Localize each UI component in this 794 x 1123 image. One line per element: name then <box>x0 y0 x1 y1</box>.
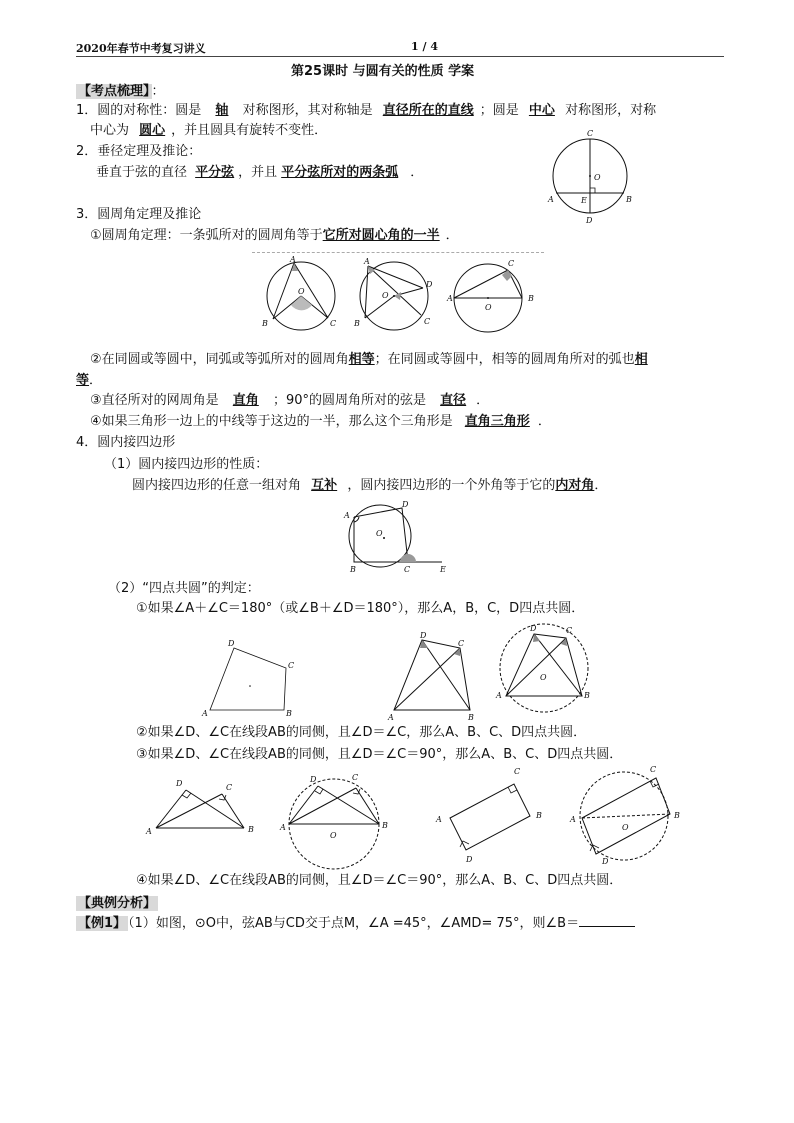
label-b: B <box>584 691 590 700</box>
label-d: D <box>228 639 235 648</box>
item2-body <box>96 164 423 182</box>
text: 对称图形，对称 <box>565 103 657 118</box>
figure-inscribed-angle-3 <box>448 254 544 336</box>
label-d: D <box>426 280 433 289</box>
answer-right-triangle: 直角三角形 <box>464 414 530 429</box>
label-c: C <box>330 319 337 328</box>
label-c: C <box>424 317 431 326</box>
label-b: B <box>262 319 268 328</box>
label-c: C <box>587 129 594 138</box>
item2-head: 2．垂径定理及推论： <box>76 144 202 159</box>
text: 1．圆的对称性：圆是 <box>76 103 202 118</box>
text: ③直径所对的网周角是 <box>90 393 219 408</box>
text: ，圆内接四边形的一个外角等于它的 <box>347 478 556 493</box>
text: ，并且 <box>238 165 278 180</box>
label-o: O <box>485 303 492 312</box>
item4-sub2: （2）“四点共圆”的判定： <box>108 581 260 596</box>
item1-line1 <box>76 102 656 120</box>
label-a: A <box>496 691 502 700</box>
item4-criterion4: ④如果∠D、∠C在线段AB的同侧，且∠D＝∠C＝90°，那么A、B、C、D四点共圆． <box>136 873 623 888</box>
label-d: D <box>602 857 609 866</box>
label-d: D <box>466 855 473 864</box>
text: ，并且圆具有旋转不变性． <box>171 123 328 138</box>
text: ①圆周角定理：一条弧所对的圆周角等于 <box>90 228 323 243</box>
answer-interior-opposite-angle: 内对角 <box>555 478 595 493</box>
item4-criterion2: ②如果∠D、∠C在线段AB的同侧，且∠D＝∠C，那么A、B、C、D四点共圆． <box>136 725 587 740</box>
text: ②在同圆或等圆中，同弧或等弧所对的圆周角 <box>90 352 349 367</box>
label-b: B <box>286 709 292 718</box>
label-b: B <box>382 821 388 830</box>
label-d: D <box>586 216 593 225</box>
item4-head: 4．圆内接四边形 <box>76 435 176 450</box>
example1 <box>76 914 635 933</box>
text: ；90°的圆周角所对的弦是 <box>272 393 426 408</box>
answer-right-angle: 直角 <box>232 393 259 408</box>
answer-blank[interactable] <box>579 914 635 927</box>
label-a: A <box>570 815 576 824</box>
label-o: O <box>298 287 305 296</box>
figure-rectangle-opposite-right-angles <box>430 762 550 866</box>
label-o: O <box>594 173 601 182</box>
page-title: 第25课时 与圆有关的性质 学案 <box>291 64 475 79</box>
label-c: C <box>288 661 295 670</box>
figure-rectangle-circle <box>566 762 690 870</box>
answer-axis: 轴 <box>215 103 229 118</box>
figure-quadrilateral-circumcircle <box>494 618 598 718</box>
label-d: D <box>420 631 427 640</box>
label-c: C <box>352 773 359 782</box>
label-a: A <box>290 255 296 264</box>
figure-divider <box>252 252 544 253</box>
text: ． <box>537 414 551 429</box>
item3-rule4 <box>90 413 551 431</box>
figure-right-angles-circle <box>278 766 394 870</box>
answer-center: 中心 <box>528 103 555 118</box>
label-o: O <box>330 831 337 840</box>
section-points <box>76 80 165 101</box>
label-b: B <box>674 811 680 820</box>
figure-cyclic-quadrilateral <box>340 500 456 576</box>
figure-quadrilateral-diagonals <box>384 628 480 722</box>
label-c: C <box>226 783 233 792</box>
item3-rule2 <box>90 351 648 369</box>
label-c: C <box>404 565 411 574</box>
text: 中心为 <box>90 123 130 138</box>
label-c: C <box>566 626 573 635</box>
figure-quadrilateral-plain <box>200 630 300 720</box>
example1-text: （1）如图，⊙O中，弦AB与CD交于点M，∠A =45°，∠AMD= 75°，则∠B＝ <box>128 916 580 931</box>
answer-supplementary: 互补 <box>311 478 338 493</box>
label-e: E <box>581 196 587 205</box>
text: 垂直于弦的直径 <box>96 165 188 180</box>
item4-criterion1: ①如果∠A＋∠C＝180°（或∠B＋∠D＝180°），那么A，B，C，D四点共圆． <box>136 601 585 616</box>
answer-bisect-arcs: 平分弦所对的两条弧 <box>281 165 399 180</box>
label-d: D <box>530 624 537 633</box>
label-a: A <box>548 195 554 204</box>
section-examples-label: 【典例分析】 <box>78 896 157 911</box>
section-points-label: 【考点梳理】 <box>78 84 150 99</box>
text: ． <box>410 165 424 180</box>
answer-bisect-chord: 平分弦 <box>195 165 235 180</box>
answer-equal-part2: 等 <box>76 373 90 388</box>
label-c: C <box>514 767 521 776</box>
header-rule <box>76 56 724 57</box>
label-a: A <box>146 827 152 836</box>
label-o: O <box>382 291 389 300</box>
label-b: B <box>626 195 632 204</box>
label-c: C <box>508 259 515 268</box>
answer-half-central-angle: 它所对圆心角的一半 <box>322 228 440 243</box>
text: 圆内接四边形的任意一组对角 <box>132 478 302 493</box>
label-b: B <box>528 294 534 303</box>
label-b: B <box>350 565 356 574</box>
figure-perpendicular-diameter <box>544 126 636 226</box>
figure-inscribed-angle-2 <box>348 254 442 336</box>
text: ． <box>89 373 103 388</box>
text: ；圆是 <box>479 103 519 118</box>
label-a: A <box>388 713 394 722</box>
item4-sub1: （1）圆内接四边形的性质： <box>104 457 269 472</box>
label-c: C <box>458 639 465 648</box>
section-colon: ： <box>151 84 165 99</box>
answer-diameter: 直径 <box>440 393 467 408</box>
text: ． <box>445 228 459 243</box>
label-d: D <box>402 500 409 509</box>
label-b: B <box>248 825 254 834</box>
label-d: D <box>310 775 317 784</box>
answer-circle-center: 圆心 <box>139 123 166 138</box>
label-a: A <box>447 294 453 303</box>
label-a: A <box>436 815 442 824</box>
label-d: D <box>176 779 183 788</box>
answer-equal-part1: 相 <box>634 352 648 367</box>
label-a: A <box>364 257 370 266</box>
label-b: B <box>354 319 360 328</box>
label-o: O <box>622 823 629 832</box>
label-a: A <box>280 823 286 832</box>
label-a: A <box>344 511 350 520</box>
label-b: B <box>468 713 474 722</box>
figure-inscribed-angle-1 <box>256 254 350 336</box>
item4-criterion3: ③如果∠D、∠C在线段AB的同侧，且∠D＝∠C＝90°，那么A、B、C、D四点共圆． <box>136 747 623 762</box>
item4-property <box>132 477 607 495</box>
section-examples <box>76 892 158 911</box>
label-e: E <box>440 565 446 574</box>
label-o: O <box>540 673 547 682</box>
text: ． <box>594 478 608 493</box>
text: 对称图形，其对称轴是 <box>242 103 373 118</box>
item3-head: 3．圆周角定理及推论 <box>76 207 202 222</box>
answer-diameter-line: 直径所在的直线 <box>382 103 474 118</box>
item1-line2 <box>90 122 327 140</box>
text: ；在同圆或等圆中，相等的圆周角所对的弧也 <box>374 352 635 367</box>
answer-equal: 相等 <box>348 352 375 367</box>
figure-right-angles-same-side <box>142 772 260 842</box>
page-number: 1 / 4 <box>411 40 438 53</box>
item3-rule1 <box>90 227 459 245</box>
header-left: 2020年春节中考复习讲义 <box>76 42 206 55</box>
label-b: B <box>536 811 542 820</box>
text: ④如果三角形一边上的中线等于这边的一半，那么这个三角形是 <box>90 414 453 429</box>
label-o: O <box>376 529 383 538</box>
label-c: C <box>650 765 657 774</box>
item3-rule2-cont <box>76 372 102 390</box>
item3-rule3 <box>90 392 489 410</box>
example1-tag: 【例1】 <box>78 916 127 931</box>
label-a: A <box>202 709 208 718</box>
text: ． <box>476 393 490 408</box>
